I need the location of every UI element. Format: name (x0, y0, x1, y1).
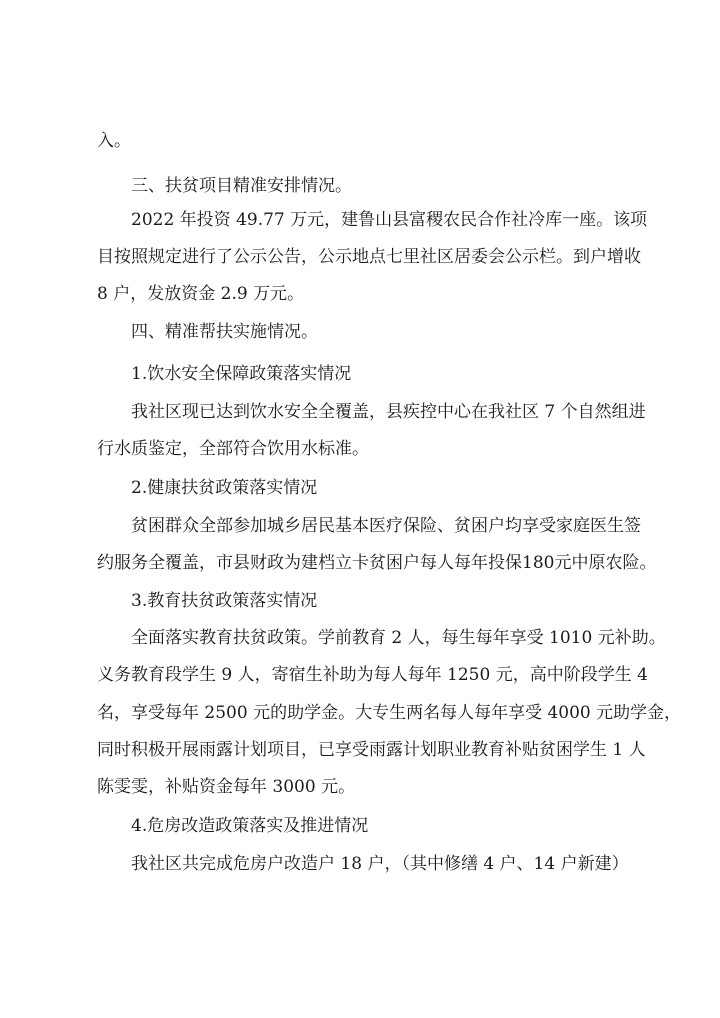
text-line: 贫困群众全部参加城乡居民基本医疗保险、贫困户均享受家庭医生签 (131, 516, 641, 536)
subsection-heading: 4.危房改造政策落实及推进情况 (131, 816, 369, 836)
text-line: 入。 (97, 131, 131, 151)
text-line: 我社区共完成危房户改造户 18 户，（其中修缮 4 户、14 户新建） (131, 854, 629, 874)
text-line: 义务教育段学生 9 人，寄宿生补助为每人每年 1250 元，高中阶段学生 4 (97, 665, 648, 685)
subsection-heading: 1.饮水安全保障政策落实情况 (131, 364, 352, 384)
text-line: 同时积极开展雨露计划项目，已享受雨露计划职业教育补贴贫困学生 1 人 (97, 740, 646, 760)
text-line: 2022 年投资 49.77 万元，建鲁山县富稷农民合作社冷库一座。该项 (131, 210, 648, 230)
text-line: 行水质鉴定，全部符合饮用水标准。 (97, 439, 369, 459)
subsection-heading: 2.健康扶贫政策落实情况 (131, 478, 318, 498)
section-heading: 四、精准帮扶实施情况。 (131, 322, 318, 342)
subsection-heading: 3.教育扶贫政策落实情况 (131, 591, 318, 611)
text-line: 名，享受每年 2500 元的助学金。大专生两名每人每年享受 4000 元助学金， (97, 703, 682, 723)
text-line: 陈雯雯，补贴资金每年 3000 元。 (97, 777, 356, 797)
text-line: 约服务全覆盖，市县财政为建档立卡贫困户每人每年投保180元中原农险。 (97, 553, 657, 573)
text-line: 目按照规定进行了公示公告，公示地点七里社区居委会公示栏。到户增收 (97, 247, 641, 267)
text-line: 全面落实教育扶贫政策。学前教育 2 人，每生每年享受 1010 元补助。 (131, 628, 666, 648)
section-heading: 三、扶贫项目精准安排情况。 (131, 176, 352, 196)
text-line: 8 户，发放资金 2.9 万元。 (97, 284, 305, 304)
text-line: 我社区现已达到饮水安全全覆盖，县疾控中心在我社区 7 个自然组进 (131, 402, 646, 422)
